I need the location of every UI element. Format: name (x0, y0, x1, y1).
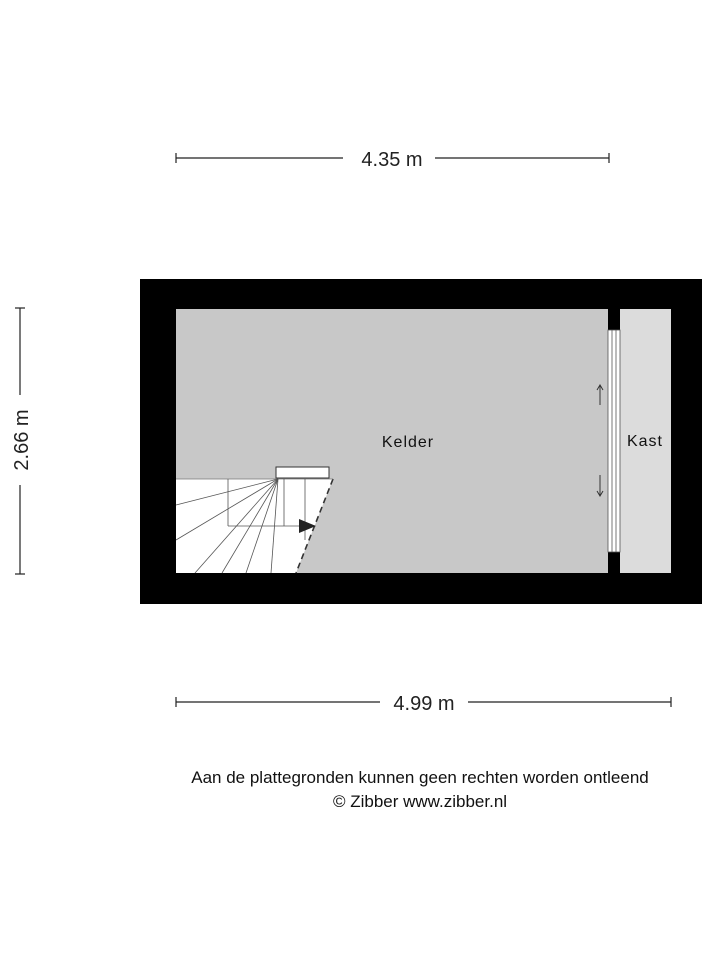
copyright-text: © Zibber www.zibber.nl (332, 792, 508, 811)
dimension-left (11, 308, 33, 574)
dimension-bottom (176, 693, 671, 715)
dimension-bottom-label: 4.99 m (393, 693, 455, 715)
dimension-top-label: 4.35 m (361, 149, 423, 171)
dimension-left-label: 2.66 m (11, 409, 33, 471)
disclaimer-text: Aan de plattegronden kunnen geen rechten worden ontleend (191, 768, 649, 787)
room-label-kast: Kast (626, 433, 664, 450)
dimension-top (176, 149, 609, 171)
sliding-door (608, 330, 620, 552)
room-label-kelder: Kelder (381, 434, 435, 451)
